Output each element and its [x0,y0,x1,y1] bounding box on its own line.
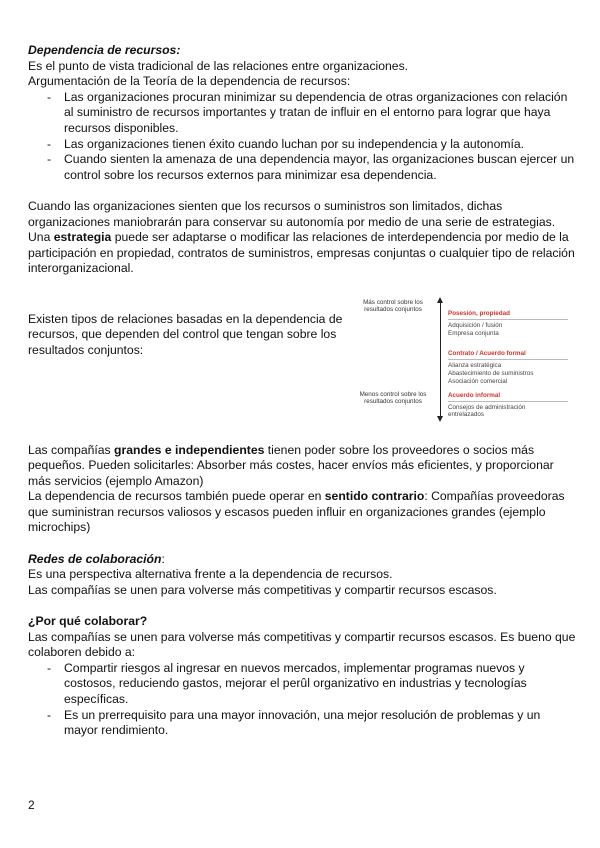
paragraph-grandes-independientes [28,443,576,490]
control-diagram [348,293,576,423]
list-item: - Las organizaciones procuran minimizar su dependencia de otras organizaciones con relación al suministro de recursos importantes y tratan de influir en el entorno para lograr que haya recursos disponibles. [28,90,576,137]
bullet-list-dependencia [28,90,576,184]
text-line: Es el punto de vista tradicional de las relaciones entre organizaciones. [28,58,409,73]
divider [448,359,568,360]
diagram-item: Abastecimiento de suministros [448,369,534,377]
divider [448,319,568,320]
diagram-category-acuerdo-informal: Acuerdo informal [448,391,501,399]
document-page [28,43,576,739]
bullet-list-colaborar [28,661,576,739]
diagram-item: Empresa conjunta [448,329,499,337]
text-line: Argumentación de la Teoría de la dependencia de recursos: [28,74,351,89]
paragraph-recursos-limitados: Cuando las organizaciones sienten que los recursos o suministros son limitados, dichas organizaciones maniobrarán para conservar su autonomía por medio de una serie de estrategias. [28,198,556,229]
bold-term-sentido-contrario: sentido contrario [324,489,425,504]
text-span: tienen poder sobre los proveedores o socios más pequeños. Pueden solicitarles: Absorber más costes, hacer envíos más eficientes, y proporcionar más servicios (ejemplo Amazon) [28,442,554,488]
section-title-redes [28,552,576,568]
list-item: - Es un prerrequisito para una mayor innovación, una mejor resolución de problemas y un mayor rendimiento. [28,708,576,739]
text-span: Las compañías [28,442,115,457]
paragraph-sentido-contrario [28,489,576,536]
title-text: Redes de colaboración [28,551,162,566]
text-span: Una [28,230,54,245]
bold-term-grandes: grandes e independientes [114,442,265,457]
paragraph-colaborar: Las compañías se unen para volverse más competitivas y compartir recursos escasos. Es bueno que colaboren debido a: [28,629,576,660]
arrow-down-icon [437,416,443,422]
diagram-bottom-label: Menos control sobre los resultados conjuntos [359,390,427,406]
diagram-category-posesion: Posesión, propiedad [448,309,510,317]
page-number: 2 [28,798,35,812]
bold-term-estrategia: estrategia [53,230,112,245]
diagram-category-contrato: Contrato / Acuerdo formal [448,349,526,357]
diagram-axis [440,301,441,419]
diagram-item: Consejos de administración entrelazados [448,403,526,419]
text-line: Las compañías se unen para volverse más competitivas y compartir recursos escasos. [28,582,497,597]
diagram-item: Asociación comercial [448,377,508,385]
list-item: - Las organizaciones tienen éxito cuando luchan por su independencia y la autonomía. [28,137,576,153]
title-suffix: : [161,551,165,566]
text-line: Es una perspectiva alternativa frente a la dependencia de recursos. [28,567,393,582]
section-title-por-que-colaborar: ¿Por qué colaborar? [28,614,148,629]
diagram-item: Alianza estratégica [448,361,502,369]
paragraph-tipos-relaciones: Existen tipos de relaciones basadas en la dependencia de recursos, que dependen del control que tengan sobre los resultados conjuntos: [28,311,343,357]
divider [448,401,568,402]
diagram-item: Adquisición / fusión [448,321,503,329]
list-item: - Cuando sienten la amenaza de una dependencia mayor, las organizaciones buscan ejercer un control sobre los recursos externos para minimizar esa dependencia. [28,152,576,183]
section-title-dependencia: Dependencia de recursos: [28,43,181,57]
relations-row [28,293,576,423]
list-item: - Compartir riesgos al ingresar en nuevos mercados, implementar programas nuevos y costosos, reduciendo gastos, mejorar el perûl organizativo en industrias y tecnologías específicas. [28,661,576,708]
paragraph-estrategia [28,230,576,277]
text-span: La dependencia de recursos también puede operar en [28,489,325,504]
text-span: : Compañías proveedoras que suministran recursos valiosos y escasos pueden influir en organizaciones grandes (ejemplo microchips) [28,489,565,535]
text-span: puede ser adaptarse o modificar las relaciones de interdependencia por medio de la participación en propiedad, contratos de suministros, empresas conjuntas o cualquier tipo de relación interorganizacional. [28,230,575,276]
diagram-top-label: Más control sobre los resultados conjuntos [363,298,423,314]
